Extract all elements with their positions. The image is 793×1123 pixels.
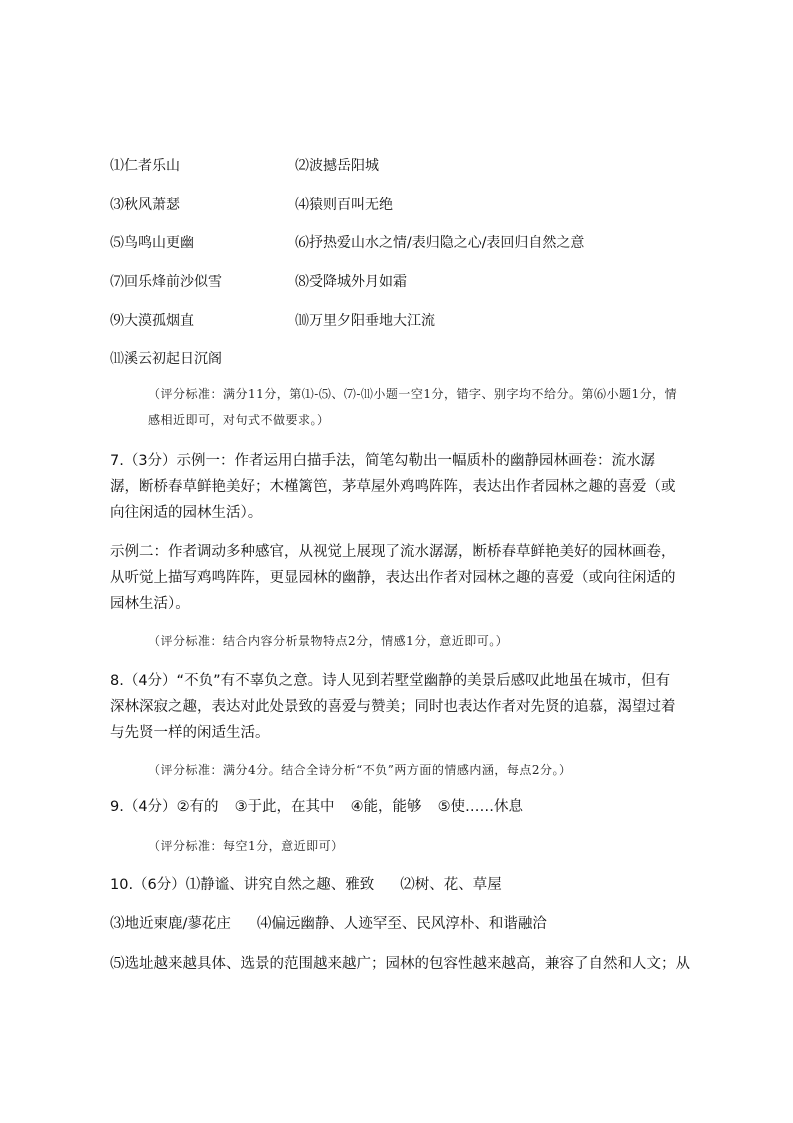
q9-answer-3: ③于此，在其中 [234, 799, 335, 815]
q10-answer-4: ⑷偏远幽静、人迹罕至、民风淳朴、和谐融洽 [256, 916, 547, 932]
q9-answer-4: ④能，能够 [350, 799, 422, 815]
q7-example-2: 示例二：作者调动多种感官，从视觉上展现了流水潺潺，断桥春草鲜艳美好的园林画卷，从听觉上描写鸡鸣阵阵，更显园林的幽静，表达出作者对园林之趣的喜爱（或向往闲适的园林生活）。 [110, 544, 676, 612]
q7-example-1: 7.（3分）示例一：作者运用白描手法，简笔勾勒出一幅质朴的幽静园林画卷：流水潺潺，断桥春草鲜艳美好；木槿篱笆，茅草屋外鸡鸣阵阵，表达出作者园林之趣的喜爱（或向往闲适的园林生活）。 [110, 453, 676, 521]
q8-answer: 8.（4分）“不负”有不辜负之意。诗人见到若墅堂幽静的美景后感叹此地虽在城市，但有深林深寂之趣，表达对此处景致的喜爱与赞美；同时也表达作者对先贤的追慕，渴望过着与先贤一样的闲适生活。 [110, 673, 676, 741]
answer-6: ⑹抒热爱山水之情/表归隐之心/表回归自然之意 [295, 235, 585, 251]
answer-7: ⑺回乐烽前沙似雪 [110, 274, 222, 290]
q10-answer-3: ⑶地近柬鹿/蓼花庄 [110, 916, 231, 932]
answer-1: ⑴仁者乐山 [110, 158, 180, 174]
answer-4: ⑷猿则百叫无绝 [295, 197, 393, 213]
q9-answer-5: ⑤使……休息 [437, 799, 524, 815]
answer-2: ⑵波撼岳阳城 [295, 158, 379, 174]
answer-9: ⑼大漠孤烟直 [110, 313, 194, 329]
q9-answer-2: ②有的 [176, 799, 219, 815]
q10-answer-5: ⑸选址越来越具体、选景的范围越来越广；园林的包容性越来越高，兼容了自然和人文；从 [110, 956, 690, 972]
q10-line-2 [110, 916, 547, 932]
scoring-note-poems: （评分标准：满分11分，第⑴-⑸、⑺-⑾小题一空1分，错字、别字均不给分。第⑹小题1分，情感相近即可，对句式不做要求。） [148, 387, 678, 427]
q10-answer-1: ⑴静谧、讲究自然之趣、雅致 [185, 877, 375, 893]
scoring-note-q9: （评分标准：每空1分，意近即可） [148, 839, 344, 853]
q10-number: 10.（6分） [110, 877, 186, 893]
q10-line-1 [110, 877, 502, 893]
q10-answer-2: ⑵树、花、草屋 [400, 877, 502, 893]
answer-10: ⑽万里夕阳垂地大江流 [295, 313, 435, 329]
q9-answer [110, 799, 523, 815]
answer-5: ⑸鸟鸣山更幽 [110, 235, 194, 251]
scoring-note-q7: （评分标准：结合内容分析景物特点2分，情感1分，意近即可。） [148, 634, 509, 648]
answer-3: ⑶秋风萧瑟 [110, 197, 180, 213]
answer-8: ⑻受降城外月如霜 [295, 274, 407, 290]
scoring-note-q8: （评分标准：满分4分。结合全诗分析“不负”两方面的情感内涵，每点2分。） [148, 763, 572, 777]
q9-number: 9.（4分） [110, 799, 177, 815]
answer-11: ⑾溪云初起日沉阁 [110, 351, 222, 367]
